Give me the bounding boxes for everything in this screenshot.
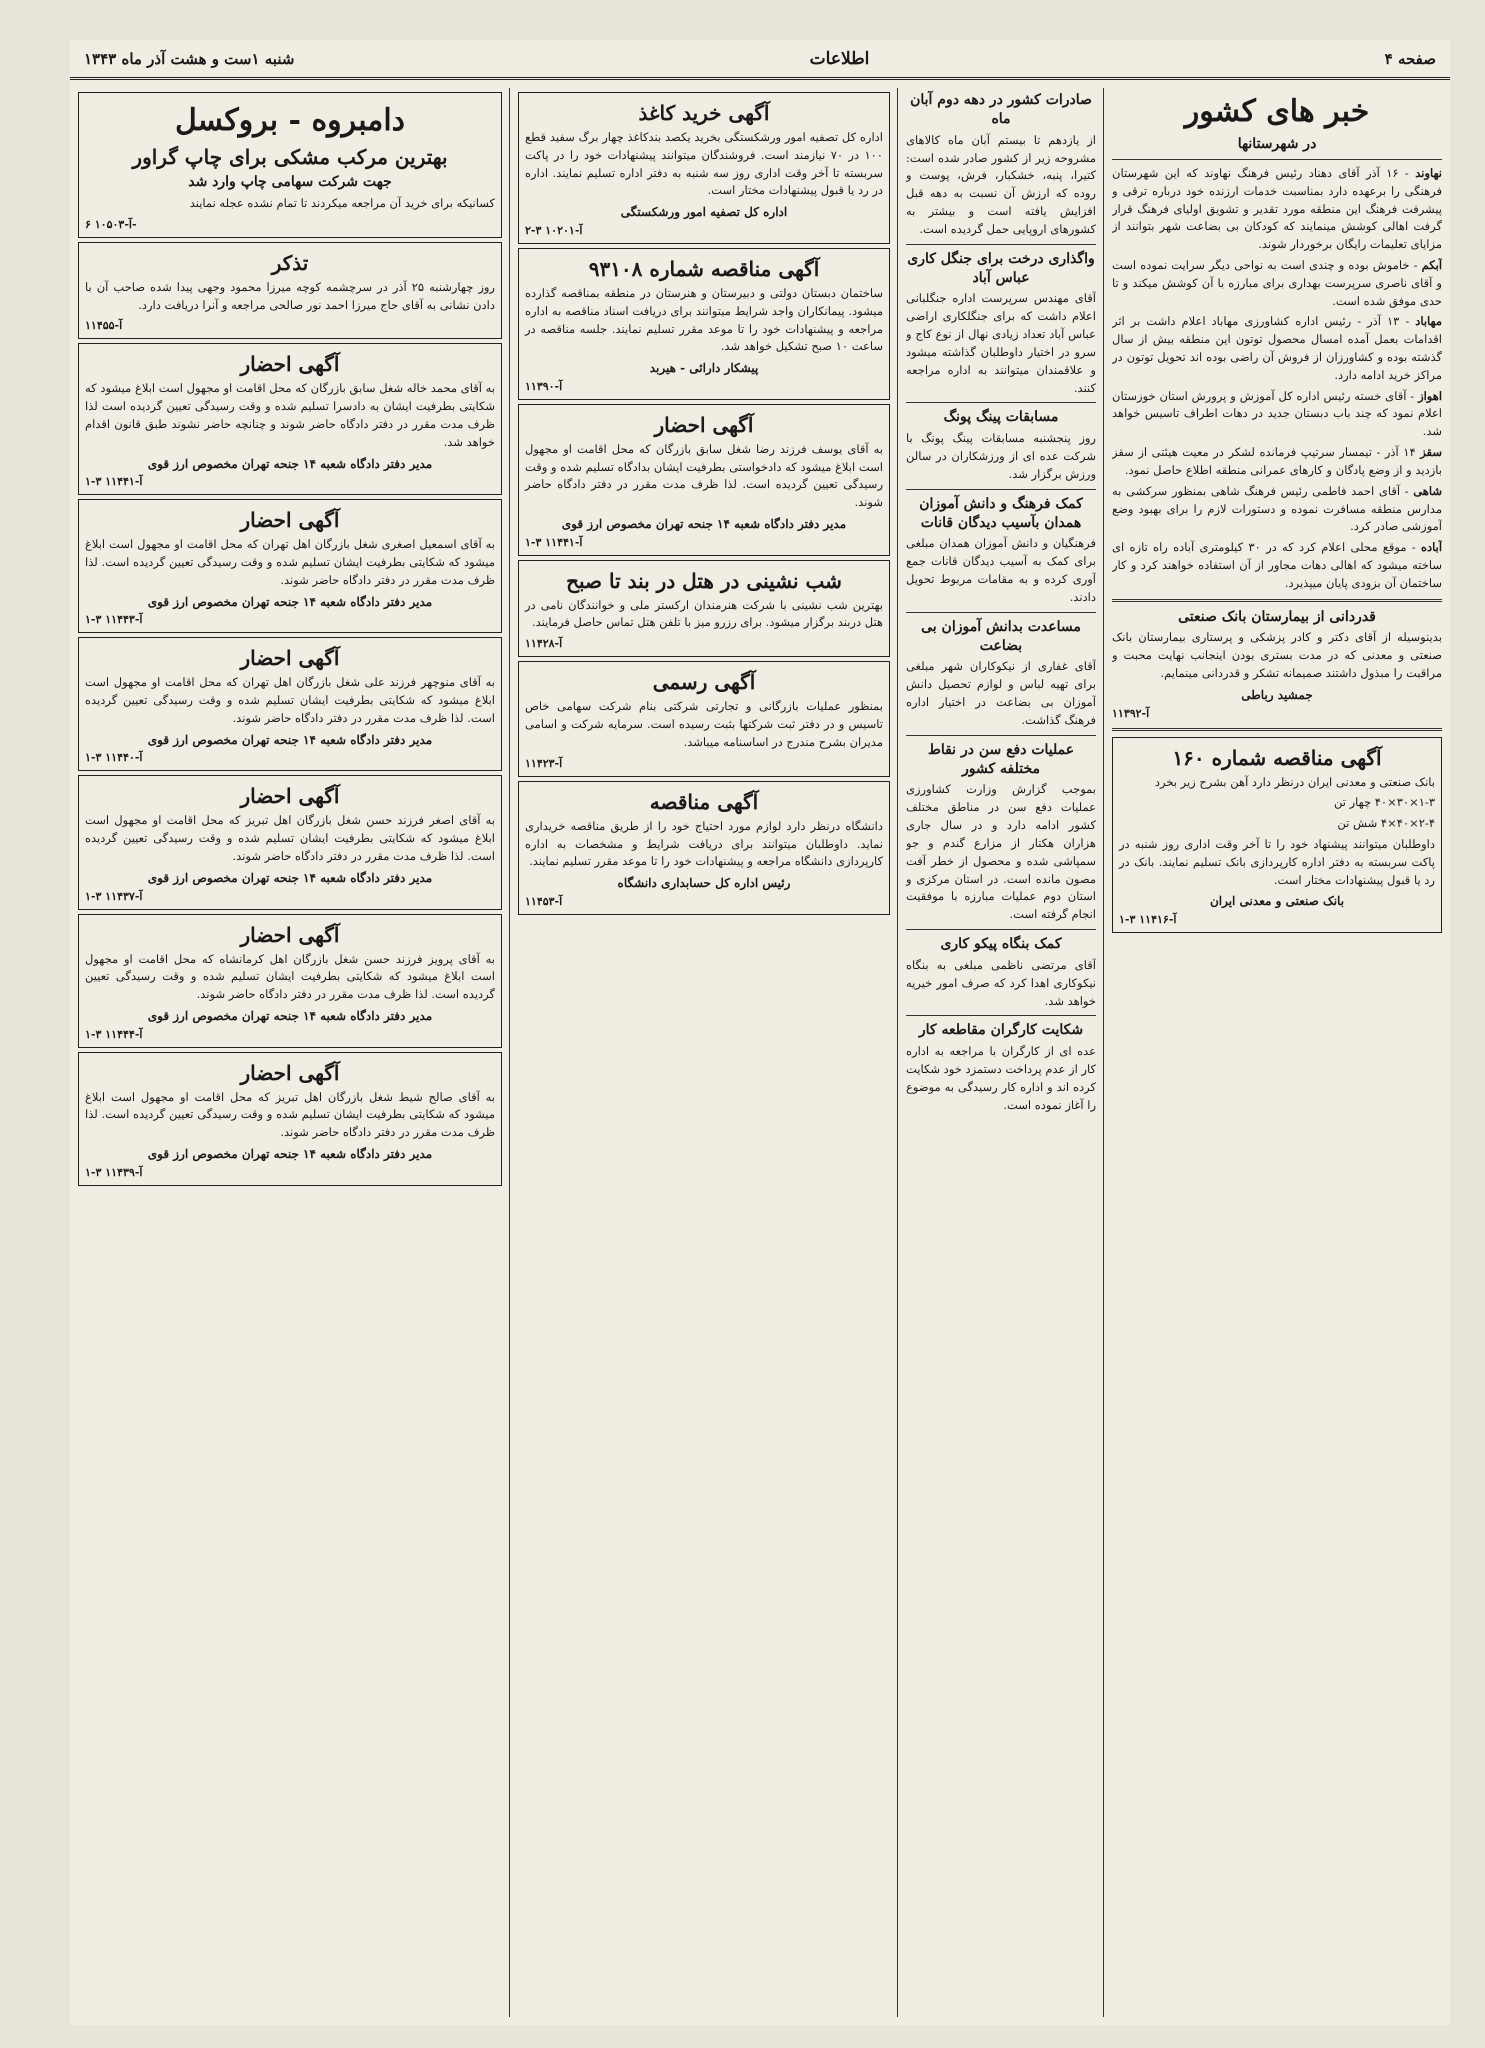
summons-ad bbox=[78, 637, 502, 771]
official-notice-title: آگهی رسمی bbox=[652, 670, 756, 695]
summons-middle-signature: مدیر دفتر دادگاه شعبه ۱۴ جنحه تهران مخصوص ارز قوی bbox=[561, 517, 847, 532]
summons-signature: مدیر دفتر دادگاه شعبه ۱۴ جنحه تهران مخصوص ارز قوی bbox=[147, 456, 433, 471]
column-exports bbox=[906, 88, 1096, 2017]
news-item-city: آبکم bbox=[1421, 257, 1442, 272]
forest-heading: واگذاری درخت برای جنگل کاری عباس آباد bbox=[907, 250, 1095, 286]
reminder-text: روز چهارشنبه ۲۵ آذر در سرچشمه کوچه میرزا محمود وجهی پیدا شده صاحب آن با دادن نشانی به آقای حاج میرزا احمد نور صالحی مراجعه و آنرا دریافت دارد. bbox=[85, 279, 495, 312]
exports-text: از یازدهم تا بیستم آبان ماه کالاهای مشروحه زیر از کشور صادر شده است: کتیرا، پنبه، خشکبار، فرش، پوست و روده که ارزش آن نسبت به دهه قبل افزایش یافته است و بیشتر به کشورهای اروپایی حمل گردیده است. bbox=[906, 132, 1096, 236]
summons-signature: مدیر دفتر دادگاه شعبه ۱۴ جنحه تهران مخصوص ارز قوی bbox=[147, 594, 433, 609]
news-item bbox=[1112, 539, 1442, 592]
official-notice-code: آ-۱۱۴۲۳ bbox=[525, 756, 563, 770]
summons-text: به آقای اسمعیل اصغری شغل بازرگان اهل تهران که محل اقامت او مجهول است ابلاغ میشود که شکایتی بطرفیت ایشان تسلیم شده و وقت رسیدگی تعیین گردیده است. لذا ظرف مدت مقرر در دفتر دادگاه حاضر شوند. bbox=[85, 537, 495, 587]
tender-93108 bbox=[518, 248, 890, 400]
reminder-ad bbox=[78, 242, 502, 340]
hamadan-text: فرهنگیان و دانش آموزان همدان مبلغی برای کمک به آسیب دیدگان قانات جمع آوری کرده و به مقامات مربوط تحویل دادند. bbox=[906, 536, 1096, 604]
summons-title: آگهی احضار bbox=[240, 784, 340, 809]
news-item-city: شاهی bbox=[1413, 483, 1442, 498]
exports-heading: صادرات کشور در دهه دوم آبان ماه bbox=[910, 92, 1092, 127]
reminder-code: آ-۱۱۴۵۵ bbox=[85, 319, 123, 333]
news-item bbox=[1112, 165, 1442, 254]
paper-purchase-text: اداره کل تصفیه امور ورشکستگی بخرید یکصد بندکاغذ چهار برگ سفید قطع ۱۰۰ در ۷۰ نیازمند است. فروشندگان میتوانند پیشنهادات خود را در پاکت سربسته تا آخر وقت اداری روز سه شنبه به دفتر اداره تسلیم نمایند. اداره در رد یا قبول پیشنهادات مختار است. bbox=[525, 130, 883, 198]
university-tender-signature: رئیس اداره کل حسابداری دانشگاه bbox=[617, 876, 791, 891]
summons-title: آگهی احضار bbox=[240, 508, 340, 533]
summons-ad bbox=[78, 914, 502, 1048]
tender-93108-code: آ-۱۱۳۹۰ bbox=[525, 379, 563, 393]
hamadan-heading: کمک فرهنگ و دانش آموزان همدان بآسیب دیدگان قانات bbox=[919, 495, 1083, 531]
summons-title: آگهی احضار bbox=[240, 1060, 340, 1085]
tender-160-signature: بانک صنعتی و معدنی ایران bbox=[1209, 894, 1345, 909]
ink-ad-code: آ-۱۰۵۰۳ ۶- bbox=[85, 217, 137, 231]
news-item-city: سقز bbox=[1420, 445, 1442, 460]
paper-purchase-ad bbox=[518, 92, 890, 244]
gratitude-signature: جمشید رباطی bbox=[1241, 687, 1313, 702]
summons-ad bbox=[78, 343, 502, 495]
gratitude-notice bbox=[1112, 608, 1442, 722]
paper-purchase-signature: اداره کل تصفیه امور ورشکستگی bbox=[620, 205, 788, 220]
tender-160-code: آ-۱۱۴۱۶ ۳-۱ bbox=[1119, 913, 1177, 927]
summons-ad bbox=[78, 1052, 502, 1186]
official-notice-text: بمنظور عملیات بازرگانی و تجارتی شرکتی بنام شرکت سهامی خاص تاسیس و در دفتر ثبت شرکتها بثبت رسیده است. سرمایه شرکت و اسامی مدیران بشرح مندرج در اساسنامه میباشد. bbox=[525, 699, 883, 749]
news-item-text: - ۱۶ آذر آقای دهناد رئیس فرهنگ نهاوند که این شهرستان فرهنگی را برعهده دارد بمناسبت خدمات ارزنده خود درباره ترقی و پیشرفت فرهنگ این منطقه مورد تقدیر و تشویق اولیای فرهنگ قرار گرفت اهالی کوشش مینمایند که کودکان بی بضاعت شهر بتوانند از مزایای تعلیمات رایگان برخوردار شوند. bbox=[1112, 165, 1442, 252]
summons-ad-middle bbox=[518, 404, 890, 556]
summons-middle-text: به آقای یوسف فرزند رضا شغل سابق بازرگان که محل اقامت او مجهول است ابلاغ میشود که دادخواستی بطرفیت ایشان بدادگاه تسلیم شده و وقت رسیدگی تعیین گردیده است. لذا ظرف مدت مقرر در دفتر دادگاه حاضر شوند. bbox=[525, 441, 883, 510]
summons-title: آگهی احضار bbox=[240, 922, 340, 947]
tender-160-line-1: بانک صنعتی و معدنی ایران درنظر دارد آهن بشرح زیر بخرد bbox=[1154, 774, 1435, 789]
workers-text: عده ای از کارگران با مراجعه به اداره کار از عدم پرداخت دستمزد خود شکایت کرده اند و اداره کار رسیدگی به موضوع را آغاز نموده است. bbox=[906, 1044, 1096, 1112]
official-notice bbox=[518, 661, 890, 776]
summons-list bbox=[78, 343, 502, 1185]
summons-middle-title: آگهی احضار bbox=[654, 412, 754, 437]
news-item-text: - آقای احمد فاطمی رئیس فرهنگ شاهی بمنظور سرکشی به مدارس منطقه مسافرت نموده و دستورات لازم را برای بهبود وضع آموزشی صادر کرد. bbox=[1112, 483, 1442, 534]
news-item bbox=[1112, 313, 1442, 384]
news-item-text: - موقع محلی اعلام کرد که در ۳۰ کیلومتری آباده راه تازه ای ساخته میشود که اهالی دهات مجاور از آن استفاده خواهند کرد و کار ساختمان آن بزودی پایان میپذیرد. bbox=[1112, 540, 1442, 590]
summons-middle-code: آ-۱۱۴۴۱ ۳-۱ bbox=[525, 535, 583, 549]
ink-ad-title: دامبروه - بروکسل bbox=[174, 103, 406, 138]
tender-93108-signature: پیشکار دارائی - هیربد bbox=[649, 361, 759, 376]
tender-160-title: آگهی مناقصه شماره ۱۶۰ bbox=[1172, 745, 1382, 770]
summons-text: به آقای پرویز فرزند حسن شغل بازرگان اهل کرمانشاه که محل اقامت او مجهول است ابلاغ میشود که شکایتی بطرفیت ایشان تسلیم شده و وقت رسیدگی تعیین گردیده است. لذا ظرف مدت مقرر در دفتر دادگاه حاضر شوند. bbox=[85, 951, 495, 1002]
summons-code: آ-۱۱۴۴۳ ۳-۱ bbox=[85, 613, 143, 627]
paper-purchase-code: آ-۱۰۲۰۱ ۳-۲ bbox=[525, 223, 583, 237]
masthead bbox=[70, 40, 1450, 80]
news-item bbox=[1112, 388, 1442, 441]
students-heading: مساعدت بدانش آموزان بی بضاعت bbox=[921, 618, 1081, 654]
summons-signature: مدیر دفتر دادگاه شعبه ۱۴ جنحه تهران مخصوص ارز قوی bbox=[147, 870, 433, 885]
tender-93108-text: ساختمان دبستان دولتی و دبیرستان و هنرستان در منطقه بمناقصه گذارده میشود. پیمانکاران واجد شرایط میتوانند برای دریافت اسناد مناقصه به اداره مراجعه و پیشنهادات خود را تا موعد مقرر تسلیم نمایند. جلسه مناقصه در ساعت ۱۰ صبح تشکیل خواهد شد. bbox=[525, 285, 883, 354]
summons-ad bbox=[78, 775, 502, 909]
summons-text: به آقای منوچهر فرزند علی شغل بازرگان اهل تهران که محل اقامت او مجهول است ابلاغ میشود که شکایتی بطرفیت ایشان تسلیم شده و وقت رسیدگی تعیین گردیده است. لذا ظرف مدت مقرر در دفتر دادگاه حاضر شوند. bbox=[85, 675, 495, 726]
summons-title: آگهی احضار bbox=[240, 646, 340, 671]
paper-purchase-title: آگهی خرید کاغذ bbox=[638, 101, 770, 125]
country-news-title: خبر های کشور bbox=[1184, 94, 1370, 129]
summons-signature: مدیر دفتر دادگاه شعبه ۱۴ جنحه تهران مخصوص ارز قوی bbox=[147, 1147, 433, 1162]
summons-code: آ-۱۱۴۴۱ ۳-۱ bbox=[85, 475, 143, 489]
hotel-ad-code: آ-۱۱۴۲۸ bbox=[525, 637, 563, 651]
summons-code: آ-۱۱۴۳۹ ۳-۱ bbox=[85, 1165, 143, 1179]
news-item-text: ۱۴ آذر - تیمسار سرتیپ فرمانده لشکر در معیت هیئتی از سقز بازدید و از وضع پادگان و کارهای عمرانی منطقه اطلاع حاصل نمود. bbox=[1112, 445, 1442, 477]
column-rule bbox=[509, 88, 510, 2017]
page-label: صفحه ۴ bbox=[1384, 49, 1436, 68]
ink-ad bbox=[78, 92, 502, 238]
hotel-ad bbox=[518, 560, 890, 658]
ink-ad-line: جهت شرکت سهامی چاپ وارد شد bbox=[188, 174, 392, 190]
news-items bbox=[1112, 165, 1442, 593]
news-item-text: - خاموش بوده و چندی است به نواحی دیگر سرایت نموده است و آقای ناصری سرپرست بهداری برای مبارزه با آن کوشش میکند و تا حدی موفق شده است. bbox=[1112, 257, 1442, 308]
pingpong-text: روز پنجشنبه مسابقات پینگ پونگ با شرکت عده ای از ورزشکاران در سالن ورزش برگزار شد. bbox=[906, 431, 1096, 481]
charity-heading: کمک بنگاه پیکو کاری bbox=[940, 935, 1062, 952]
ink-ad-text: کسانیکه برای خرید آن مراجعه میکردند تا تمام نشده عجله نمایند bbox=[189, 195, 495, 210]
tender-93108-title: آگهی مناقصه شماره ۹۳۱۰۸ bbox=[588, 256, 820, 281]
hotel-ad-text: بهترین شب نشینی با شرکت هنرمندان ارکستر ملی و خوانندگان نامی در هتل دربند برگزار میشود. برای رزرو میز با تلفن هتل تماس حاصل فرمایند. bbox=[525, 597, 883, 630]
ink-ad-subtitle: بهترین مرکب مشکی برای چاپ گراور bbox=[132, 145, 448, 169]
university-tender-code: آ-۱۱۴۵۳ bbox=[525, 894, 563, 908]
charity-text: آقای مرتضی ناظمی مبلغی به بنگاه نیکوکاری اهدا کرد که صرف امور خیریه خواهد شد. bbox=[906, 957, 1096, 1008]
news-item-city: مهاباد bbox=[1415, 314, 1442, 329]
university-tender-text: دانشگاه درنظر دارد لوازم مورد احتیاج خود را از طریق مناقصه خریداری نماید. داوطلبان میتوانند برای دریافت شرایط و مشخصات به اداره کارپردازی دانشگاه مراجعه و پیشنهادات خود را تا موعد مقرر تسلیم نمایند. bbox=[525, 818, 883, 869]
news-item-text: - ۱۳ آذر - رئیس اداره کشاورزی مهاباد اعلام داشت بر اثر اقدامات بعمل آمده امسال محصول توتون این منطقه بیش از سال گذشته بوده و کشاورزان از فروش آن راضی بوده اند تحویل توتون در مراکز خرید ادامه دارد. bbox=[1112, 314, 1442, 382]
news-item bbox=[1112, 257, 1442, 310]
tender-160-text: داوطلبان میتوانند پیشنهاد خود را تا آخر وقت اداری روز شنبه در پاکت سربسته به دفتر اداره کارپردازی بانک تسلیم نمایند. بانک در رد یا قبول پیشنهادات مختار است. bbox=[1119, 836, 1435, 887]
paper-name: اطلاعات bbox=[809, 48, 870, 69]
column-ads-middle bbox=[518, 88, 890, 2017]
issue-date: شنبه ۱ست و هشت آذر ماه ۱۳۴۳ bbox=[84, 49, 295, 68]
university-tender bbox=[518, 781, 890, 915]
summons-text: به آقای محمد خاله شغل سابق بازرگان که محل اقامت او مجهول است ابلاغ میشود که شکایتی بطرفیت ایشان به دادسرا تسلیم شده و وقت رسیدگی تعیین گردیده است لذا ظرف مدت مقرر در دفتر دادگاه حاضر شوند و چنانچه حاضر نشوند طبق قانون اقدام خواهد شد. bbox=[85, 381, 495, 449]
summons-code: آ-۱۱۴۳۷ ۳-۱ bbox=[85, 889, 143, 903]
hotel-ad-title: شب نشینی در هتل در بند تا صبح bbox=[566, 568, 842, 593]
pest-text: بموجب گزارش وزارت کشاورزی عملیات دفع سن در مناطق مختلف کشور ادامه دارد و در سال جاری هزاران هکتار از مزارع گندم و جو سمپاشی شده و محصول از خطر آفت مصون مانده است. در استان مرکزی و استان دوم عملیات مبارزه با موفقیت انجام گرفته است. bbox=[906, 782, 1096, 922]
column-ads-left bbox=[78, 88, 502, 2017]
summons-title: آگهی احضار bbox=[240, 352, 340, 377]
news-item-city: آباده bbox=[1420, 540, 1442, 555]
news-item bbox=[1112, 444, 1442, 480]
summons-signature: مدیر دفتر دادگاه شعبه ۱۴ جنحه تهران مخصوص ارز قوی bbox=[147, 732, 433, 747]
university-tender-title: آگهی مناقصه bbox=[649, 789, 759, 814]
column-rule bbox=[897, 88, 898, 2017]
tender-160 bbox=[1112, 737, 1442, 934]
summons-code: آ-۱۱۴۴۰ ۳-۱ bbox=[85, 751, 143, 765]
column-rule bbox=[1103, 88, 1104, 2017]
workers-heading: شکایت کارگران مقاطعه کار bbox=[918, 1022, 1084, 1039]
summons-code: آ-۱۱۴۴۴ ۳-۱ bbox=[85, 1027, 143, 1041]
country-news-subtitle: در شهرستانها bbox=[1237, 136, 1317, 152]
tender-160-line-2: ۱-۳×۳۰×۴۰ چهار تن bbox=[1334, 795, 1435, 810]
news-item-city: اهواز bbox=[1418, 388, 1442, 403]
news-item-city: نهاوند bbox=[1415, 165, 1442, 180]
summons-ad bbox=[78, 499, 502, 633]
summons-text: به آقای اصغر فرزند حسن شغل بازرگان اهل تبریز که محل اقامت او مجهول است ابلاغ میشود که شکایتی بطرفیت ایشان تسلیم شده و وقت رسیدگی تعیین گردیده است. لذا ظرف مدت مقرر در دفتر دادگاه حاضر شوند. bbox=[85, 813, 495, 864]
pest-heading: عملیات دفع سن در نقاط مختلفه کشور bbox=[927, 741, 1075, 777]
gratitude-code: آ-۱۱۳۹۲ bbox=[1112, 706, 1150, 720]
news-item bbox=[1112, 483, 1442, 536]
gratitude-text: بدینوسیله از آقای دکتر و کادر پزشکی و پرستاری بیمارستان بانک صنعتی و معدنی که در مدت بستری بودن اینجانب نهایت محبت و مراقبت را مبذول داشتند صمیمانه تشکر و قدردانی مینمایم. bbox=[1112, 630, 1442, 681]
pingpong-heading: مسابقات پینگ پونگ bbox=[943, 409, 1059, 426]
summons-signature: مدیر دفتر دادگاه شعبه ۱۴ جنحه تهران مخصوص ارز قوی bbox=[147, 1008, 433, 1023]
summons-text: به آقای صالح شیط شغل بازرگان اهل تبریز که محل اقامت او مجهول است ابلاغ میشود که شکایتی بطرفیت ایشان تسلیم شده و وقت رسیدگی تعیین گردیده است. لذا ظرف مدت مقرر در دفتر دادگاه حاضر شوند. bbox=[85, 1089, 495, 1140]
news-item-text: - آقای خسته رئیس اداره کل آموزش و پرورش استان خوزستان اعلام نمود که چند باب دبستان جدید در دهات اطراف تاسیس خواهد شد. bbox=[1112, 388, 1442, 439]
reminder-title: تذکر bbox=[271, 250, 309, 275]
gratitude-title: قدردانی از بیمارستان بانک صنعتی bbox=[1178, 608, 1376, 625]
newspaper-page bbox=[70, 40, 1450, 2025]
column-country-news bbox=[1112, 88, 1442, 2017]
forest-text: آقای مهندس سرپرست اداره جنگلبانی اعلام داشت که برای جنگلکاری اراضی عباس آباد تعداد زیادی نهال از نوع کاج و سرو در اختیار داوطلبان گذاشته میشود و علاقمندان میتوانند به اداره مراجعه کنند. bbox=[906, 291, 1096, 395]
tender-160-line-3: ۲-۴×۴۰×۴ شش تن bbox=[1337, 816, 1435, 831]
students-text: آقای غفاری از نیکوکاران شهر مبلغی برای تهیه لباس و لوازم تحصیل دانش آموزان بی بضاعت در اختیار اداره فرهنگ گذاشت. bbox=[906, 659, 1096, 727]
